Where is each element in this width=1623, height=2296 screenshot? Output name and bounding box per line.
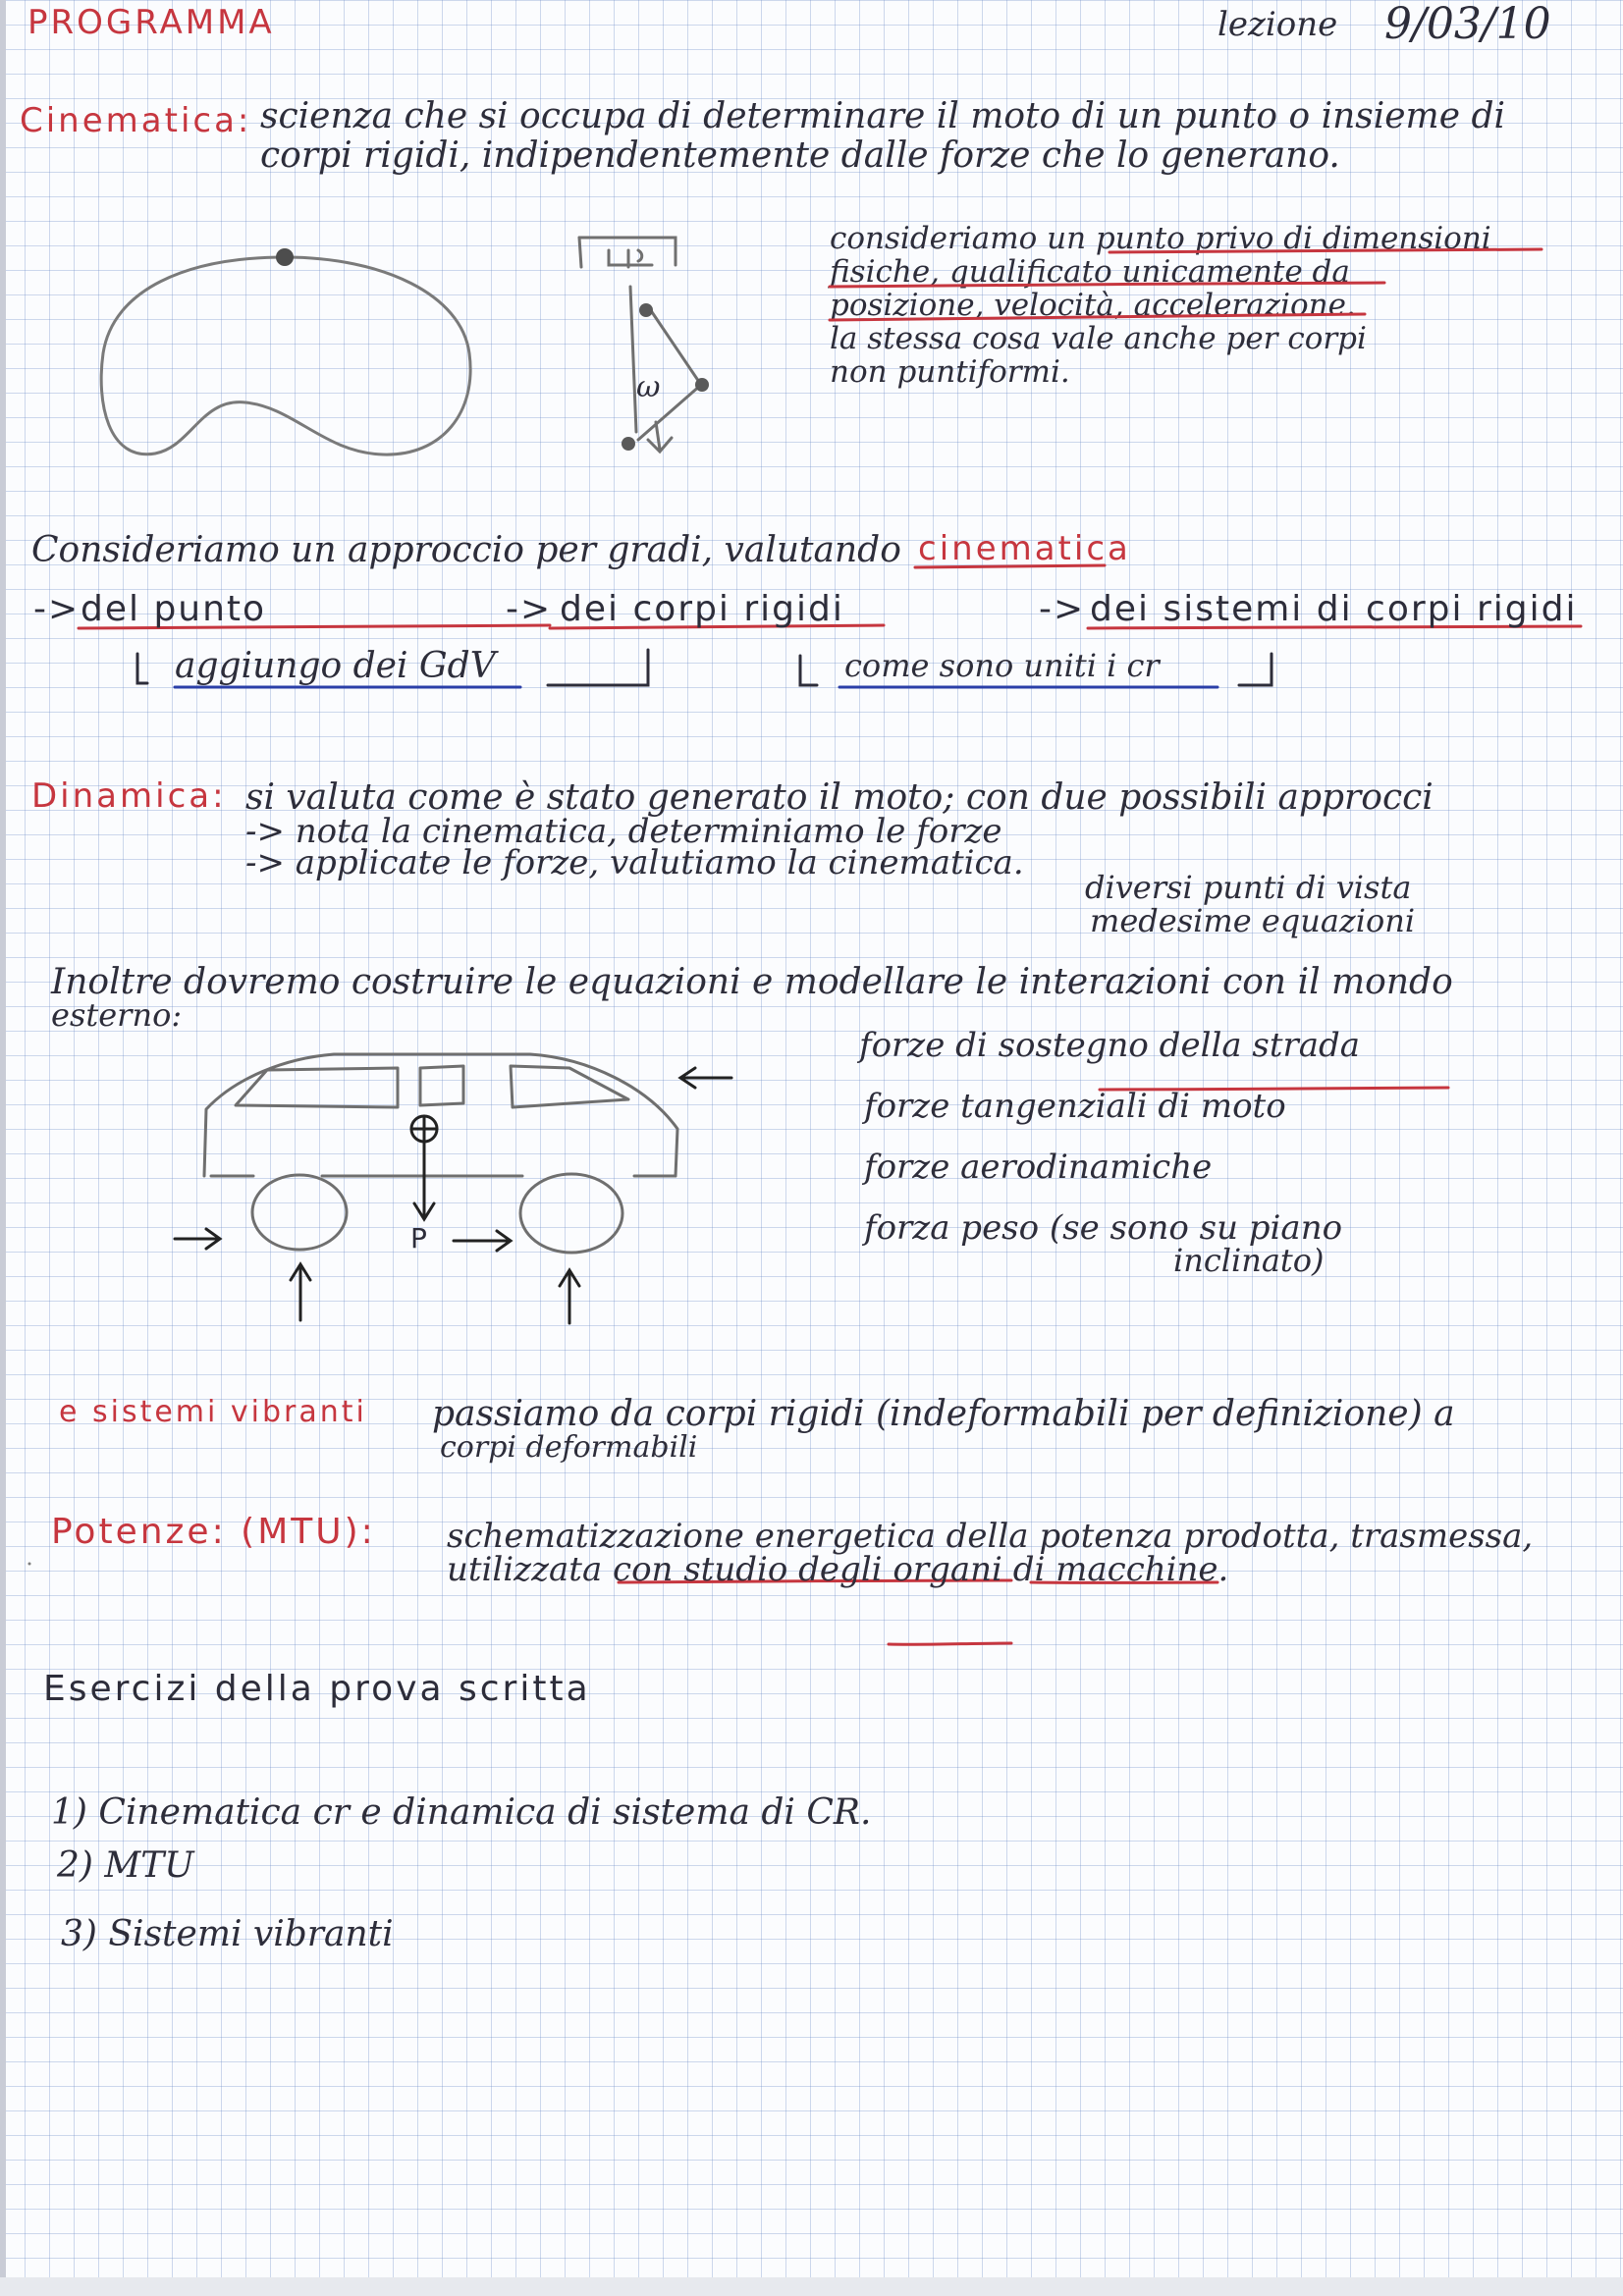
approach-del-punto: del punto	[81, 589, 267, 629]
arrow-3: ->	[1039, 589, 1086, 629]
weight-label: P	[410, 1222, 429, 1255]
cinematica-note-3: posizione, velocità, accelerazione.	[830, 288, 1356, 323]
cinematica-note-5: non puntiformi.	[830, 354, 1070, 390]
potenze-line-2: utilizzata con studio degli organi di macchine.	[447, 1550, 1229, 1589]
dinamica-line-3: -> applicate le forze, valutiamo la cinematica.	[245, 843, 1024, 882]
potenze-heading: Potenze: (MTU):	[51, 1512, 376, 1552]
arrow-1: ->	[33, 589, 81, 629]
linkage-sketch	[579, 238, 701, 452]
approach-aggiungo-gdv: aggiungo dei GdV	[175, 646, 496, 686]
dinamica-heading: Dinamica:	[31, 776, 227, 816]
cinematica-note-2: fisiche, qualificato unicamente da	[830, 254, 1350, 290]
cinematica-line-1: scienza che si occupa di determinare il moto di un punto o insieme di	[260, 96, 1505, 136]
approach-dei-sistemi: dei sistemi di corpi rigidi	[1090, 589, 1578, 629]
dinamica-line-2: -> nota la cinematica, determiniamo le forze	[245, 812, 1002, 851]
cinematica-heading: Cinematica:	[20, 101, 252, 140]
force-item-4-tail: inclinato)	[1173, 1242, 1325, 1279]
page-title: PROGRAMMA	[27, 3, 275, 42]
approach-cinematica: cinematica	[918, 529, 1131, 568]
approach-dei-corpi: dei corpi rigidi	[560, 589, 844, 629]
force-item-4: forza peso (se sono su piano	[864, 1208, 1343, 1248]
esercizio-item-2: 2) MTU	[57, 1845, 194, 1886]
dinamica-note-2: medesime equazioni	[1090, 902, 1416, 939]
trajectory-curve	[101, 257, 470, 454]
dinamica-line-1: si valuta come è stato generato il moto; con due possibili approcci	[245, 777, 1434, 818]
vibranti-line-2: corpi deformabili	[440, 1430, 698, 1465]
session-label: lezione	[1217, 5, 1338, 44]
esercizio-item-3: 3) Sistemi vibranti	[61, 1914, 394, 1954]
force-item-2: forze tangenziali di moto	[864, 1087, 1286, 1126]
inoltre-line-1: Inoltre dovremo costruire le equazioni e modellare le interazioni con il mondo	[51, 962, 1453, 1002]
cinematica-note-1: consideriamo un punto privo di dimensioni	[830, 221, 1491, 256]
arrow-2: ->	[506, 589, 553, 629]
force-item-1: forze di sostegno della strada	[859, 1026, 1361, 1065]
force-item-3: forze aerodinamiche	[864, 1148, 1213, 1187]
esercizio-item-1: 1) Cinematica cr e dinamica di sistema di CR.	[51, 1792, 872, 1833]
car-sketch	[204, 1054, 677, 1253]
vibranti-line-1: passiamo da corpi rigidi (indeformabili per definizione) a	[432, 1394, 1455, 1434]
vibranti-heading: e sistemi vibranti	[59, 1395, 367, 1429]
esercizi-heading: Esercizi della prova scritta	[43, 1669, 591, 1709]
approach-intro: Consideriamo un approccio per gradi, valutando	[31, 530, 901, 570]
cinematica-note-4: la stessa cosa vale anche per corpi	[830, 321, 1367, 356]
omega-label: ω	[636, 370, 661, 404]
inoltre-line-2: esterno:	[51, 996, 183, 1034]
trajectory-point	[276, 248, 294, 266]
lesson-date: 9/03/10	[1384, 0, 1551, 49]
dinamica-note-1: diversi punti di vista	[1085, 869, 1412, 906]
cinematica-line-2: corpi rigidi, indipendentemente dalle forze che lo generano.	[260, 135, 1340, 176]
potenze-line-1: schematizzazione energetica della potenza prodotta, trasmessa,	[447, 1517, 1534, 1556]
approach-come-uniti: come sono uniti i cr	[844, 647, 1160, 684]
